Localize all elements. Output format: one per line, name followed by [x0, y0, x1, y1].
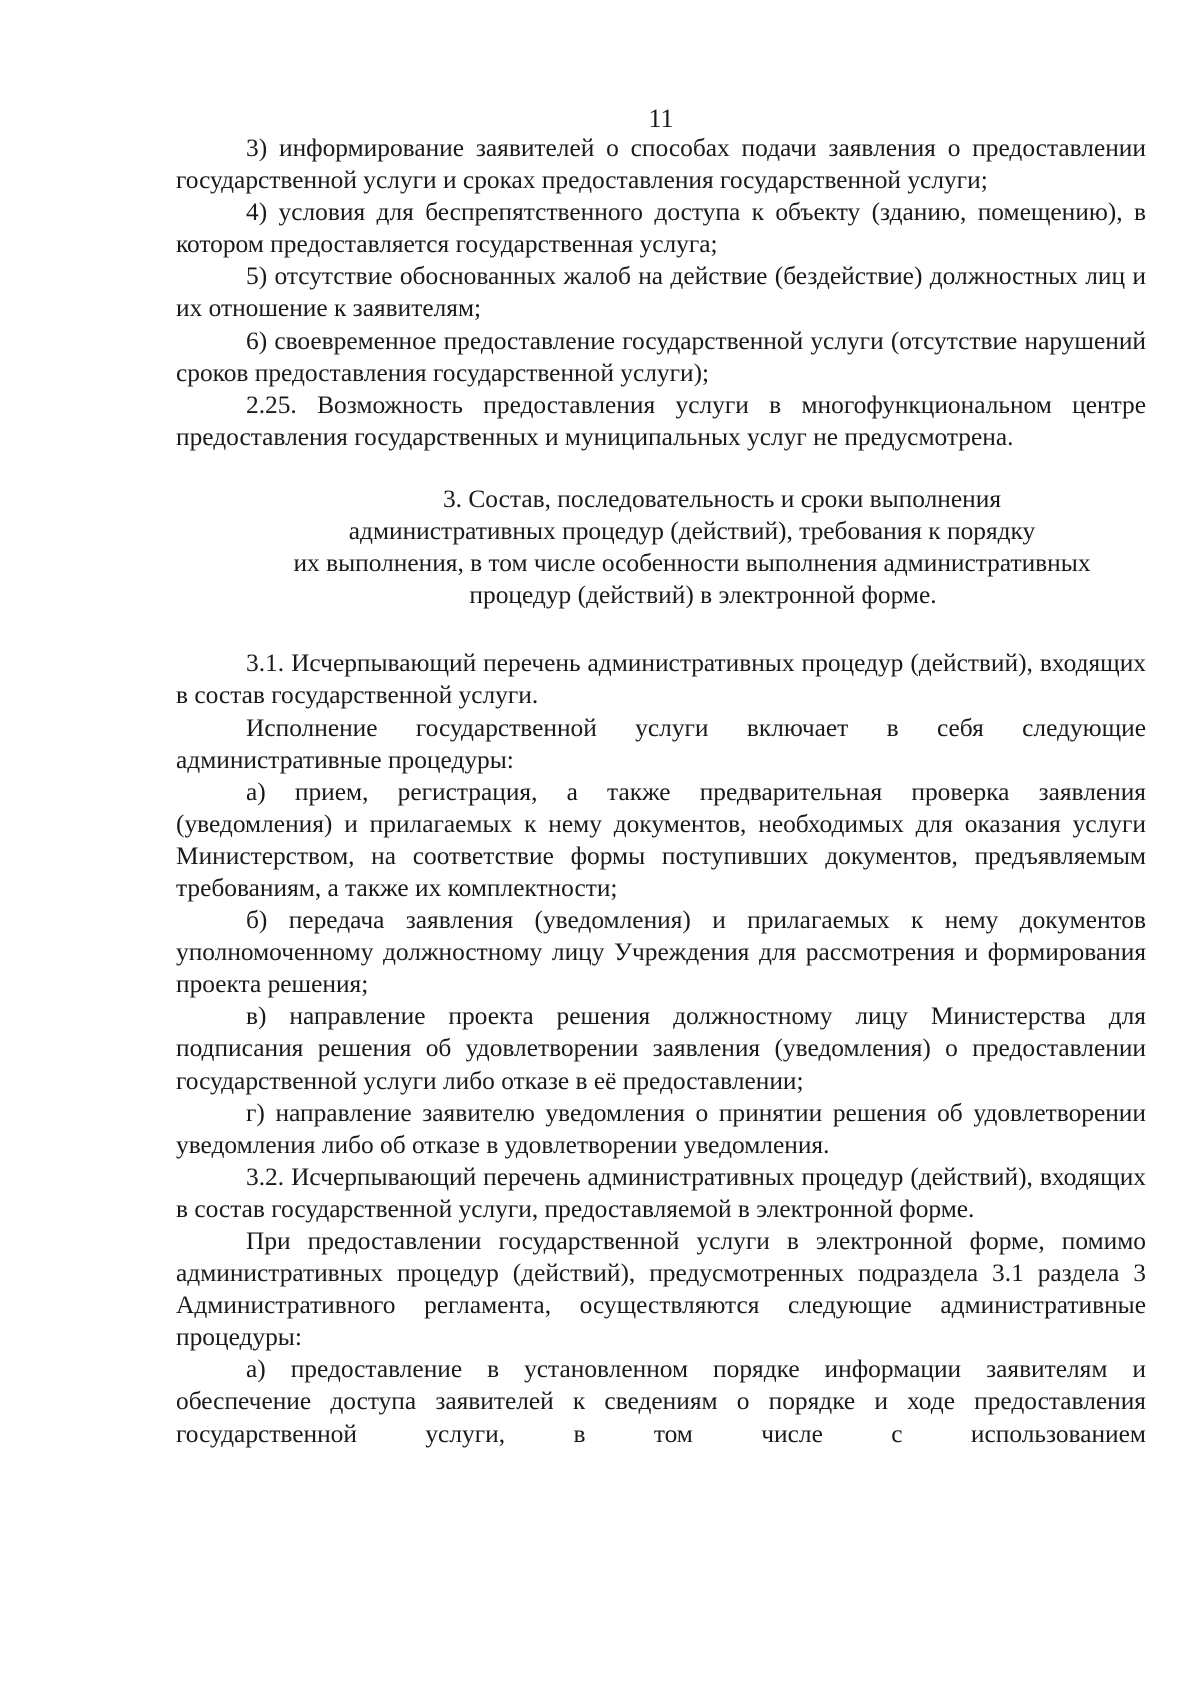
section-3-heading: [176, 483, 1146, 611]
paragraph-3-1: 3.1. Исчерпывающий перечень административных процедур (действий), входящих в состав государственной услуги.: [176, 649, 1146, 710]
paragraph-item-5: 5) отсутствие обоснованных жалоб на действие (бездействие) должностных лиц и их отношение к заявителям;: [176, 262, 1146, 323]
paragraph-2-25: 2.25. Возможность предоставления услуги в многофункциональном центре предоставления государственных и муниципальных услуг не предусмотрена.: [176, 390, 1146, 451]
paragraph-item-6: 6) своевременное предоставление государственной услуги (отсутствие нарушений сроков предоставления государственной услуги);: [176, 326, 1146, 387]
paragraph-item-b: б) передача заявления (уведомления) и прилагаемых к нему документов уполномоченному должностному лицу Учреждения для рассмотрения и формирования проекта решения;: [176, 906, 1146, 999]
paragraph-item-g: г) направление заявителю уведомления о принятии решения об удовлетворении уведомления либо об отказе в удовлетворении уведомления.: [176, 1098, 1146, 1159]
paragraph-electronic-intro: При предоставлении государственной услуги в электронной форме, помимо административных процедур (действий), предусмотренных подраздела 3.1 раздела 3 Административного регламента, осуществляются следующие административные процедуры:: [176, 1227, 1146, 1352]
paragraph-item-4: 4) условия для беспрепятственного доступа к объекту (зданию, помещению), в котором предоставляется государственная услуга;: [176, 198, 1146, 259]
document-page: [176, 104, 1146, 1450]
paragraph-electronic-item-a: а) предоставление в установленном порядке информации заявителям и обеспечение доступа заявителей к сведениям о порядке и ходе предоставления государственной услуги, в том числе с использованием: [176, 1355, 1146, 1448]
page-number: 11: [648, 104, 674, 133]
paragraph-3-2: 3.2. Исчерпывающий перечень административных процедур (действий), входящих в состав государственной услуги, предоставляемой в электронной форме.: [176, 1162, 1146, 1223]
section-heading-line: 3. Состав, последовательность и сроки выполнения: [442, 484, 1002, 513]
paragraph-item-a: а) прием, регистрация, а также предварительная проверка заявления (уведомления) и прилагаемых к нему документов, необходимых для оказания услуги Министерством, на соответствие формы поступивших документов, предъявляемым требованиям, а также их комплектности;: [176, 777, 1146, 902]
paragraph-item-3: 3) информирование заявителей о способах подачи заявления о предоставлении государственной услуги и сроках предоставления государственной услуги;: [176, 134, 1146, 195]
section-heading-line: процедур (действий) в электронной форме.: [469, 581, 937, 610]
section-heading-line: административных процедур (действий), требования к порядку: [348, 517, 1036, 546]
paragraph-item-v: в) направление проекта решения должностному лицу Министерства для подписания решения об удовлетворении заявления (уведомления) о предоставлении государственной услуги либо отказе в её предоставлении;: [176, 1002, 1146, 1095]
section-heading-line: их выполнения, в том числе особенности выполнения административных: [293, 549, 1091, 578]
paragraph-procedures-intro: Исполнение государственной услуги включает в себя следующие административные процедуры:: [176, 713, 1146, 774]
